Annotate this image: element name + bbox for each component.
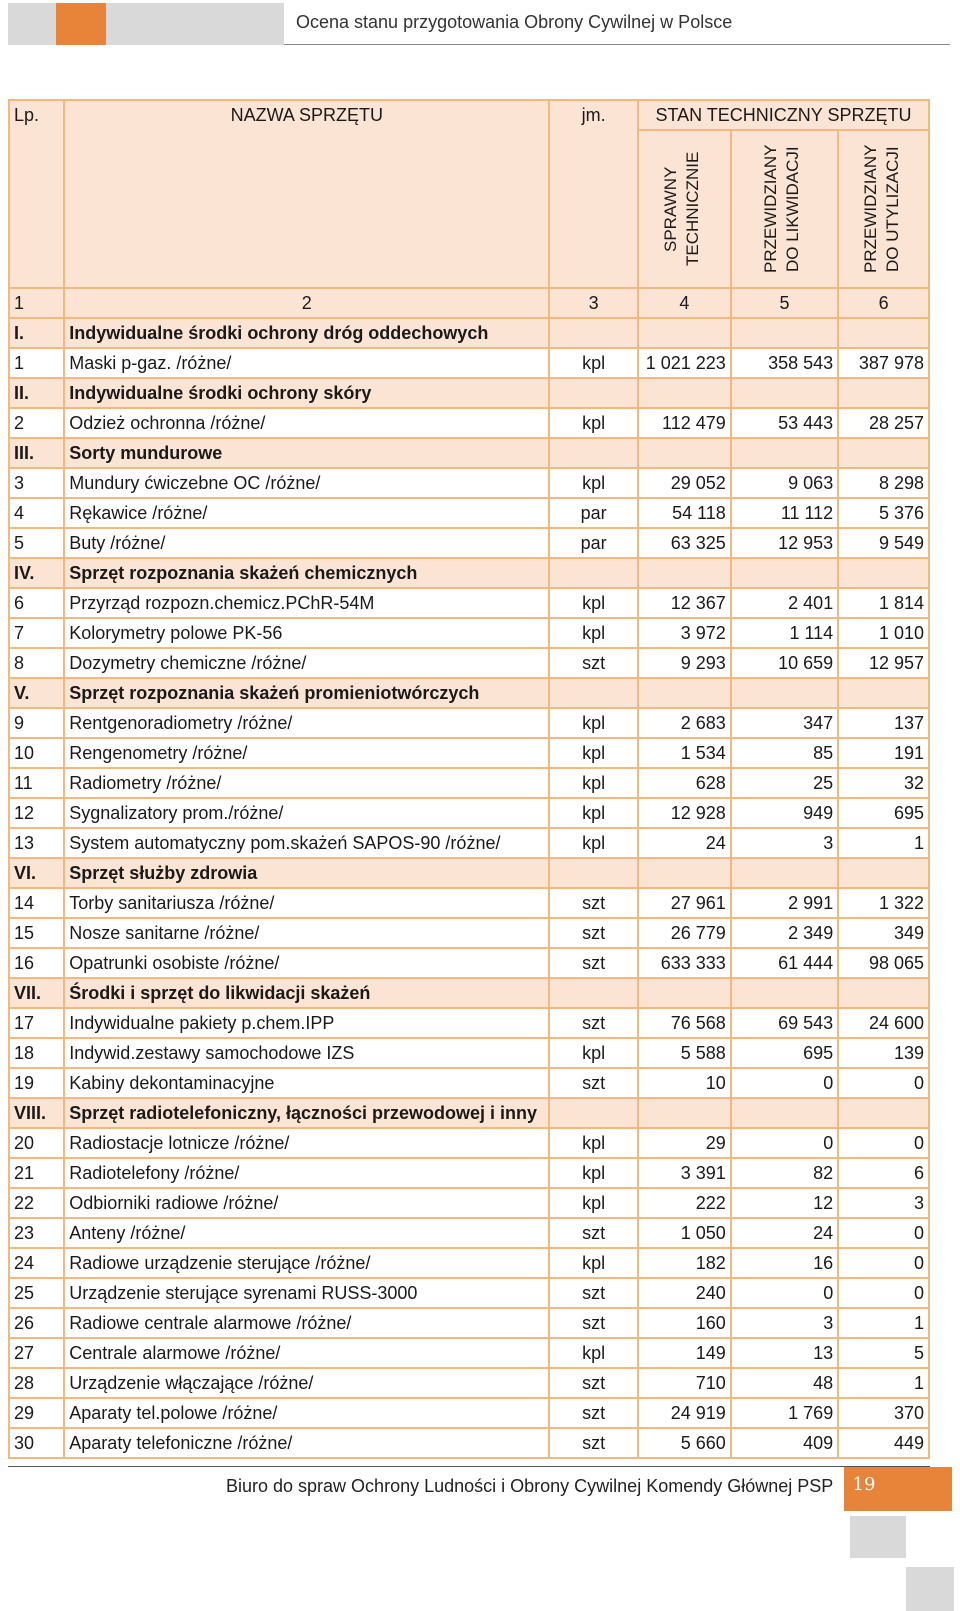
header-sub-liquidation: [731, 130, 838, 288]
row-liquidation: 695: [731, 1038, 838, 1068]
row-unit: kpl: [549, 618, 638, 648]
row-utilization: 0: [838, 1128, 929, 1158]
header-decor-orange: [56, 3, 106, 45]
footer-decor-grey: [850, 1516, 906, 1558]
row-liquidation: 48: [731, 1368, 838, 1398]
row-liquidation: 85: [731, 738, 838, 768]
row-utilization: 3: [838, 1188, 929, 1218]
table-row: [9, 1368, 929, 1398]
row-operational: 5 660: [638, 1428, 731, 1458]
row-unit: kpl: [549, 768, 638, 798]
row-name: Przyrząd rozpozn.chemicz.PChR-54M: [64, 588, 549, 618]
row-unit: kpl: [549, 1188, 638, 1218]
header-sub-utilization-label: PRZEWIDZIANY DO UTYLIZACJI: [860, 144, 902, 274]
section-number: III.: [9, 438, 64, 468]
row-liquidation: 0: [731, 1128, 838, 1158]
row-liquidation: 12: [731, 1188, 838, 1218]
row-operational: 54 118: [638, 498, 731, 528]
row-name: Sygnalizatory prom./różne/: [64, 798, 549, 828]
section-number: VII.: [9, 978, 64, 1008]
empty-cell: [638, 378, 731, 408]
table-row: [9, 1308, 929, 1338]
row-utilization: 349: [838, 918, 929, 948]
row-utilization: 32: [838, 768, 929, 798]
table-header-row: [9, 100, 929, 130]
row-name: Radiotelefony /różne/: [64, 1158, 549, 1188]
row-operational: 9 293: [638, 648, 731, 678]
empty-cell: [549, 318, 638, 348]
column-number-row: [9, 288, 929, 318]
header-name: NAZWA SPRZĘTU: [64, 100, 549, 288]
row-utilization: 1 322: [838, 888, 929, 918]
table-row: [9, 1128, 929, 1158]
empty-cell: [731, 378, 838, 408]
table-row: [9, 1248, 929, 1278]
row-name: Kabiny dekontaminacyjne: [64, 1068, 549, 1098]
empty-cell: [731, 558, 838, 588]
row-utilization: 5 376: [838, 498, 929, 528]
table-row: [9, 768, 929, 798]
row-utilization: 0: [838, 1218, 929, 1248]
row-unit: szt: [549, 648, 638, 678]
row-operational: 222: [638, 1188, 731, 1218]
row-lp: 10: [9, 738, 64, 768]
row-lp: 11: [9, 768, 64, 798]
row-utilization: 449: [838, 1428, 929, 1458]
row-lp: 3: [9, 468, 64, 498]
row-unit: kpl: [549, 1248, 638, 1278]
row-unit: kpl: [549, 1338, 638, 1368]
row-operational: 26 779: [638, 918, 731, 948]
row-operational: 29: [638, 1128, 731, 1158]
row-operational: 29 052: [638, 468, 731, 498]
col-num: 6: [838, 288, 929, 318]
row-lp: 14: [9, 888, 64, 918]
table-row: [9, 1338, 929, 1368]
row-liquidation: 0: [731, 1068, 838, 1098]
row-unit: szt: [549, 1368, 638, 1398]
empty-cell: [838, 378, 929, 408]
row-lp: 23: [9, 1218, 64, 1248]
col-num: 4: [638, 288, 731, 318]
row-lp: 16: [9, 948, 64, 978]
empty-cell: [549, 678, 638, 708]
row-name: Anteny /różne/: [64, 1218, 549, 1248]
row-name: Urządzenie włączające /różne/: [64, 1368, 549, 1398]
row-lp: 19: [9, 1068, 64, 1098]
row-operational: 12 928: [638, 798, 731, 828]
row-liquidation: 1 114: [731, 618, 838, 648]
row-liquidation: 12 953: [731, 528, 838, 558]
section-row: [9, 1098, 929, 1128]
row-utilization: 1 814: [838, 588, 929, 618]
row-operational: 76 568: [638, 1008, 731, 1038]
row-unit: kpl: [549, 348, 638, 378]
section-title: Środki i sprzęt do likwidacji skażeń: [64, 978, 549, 1008]
table-row: [9, 1398, 929, 1428]
row-operational: 1 050: [638, 1218, 731, 1248]
row-operational: 3 972: [638, 618, 731, 648]
row-utilization: 695: [838, 798, 929, 828]
row-lp: 5: [9, 528, 64, 558]
table-row: [9, 1158, 929, 1188]
empty-cell: [731, 438, 838, 468]
table-row: [9, 708, 929, 738]
footer-text: Biuro do spraw Ochrony Ludności i Obrony Cywilnej Komendy Głównej PSP: [226, 1476, 834, 1496]
row-utilization: 370: [838, 1398, 929, 1428]
row-lp: 2: [9, 408, 64, 438]
empty-cell: [838, 318, 929, 348]
header-sub-liquidation-label: PRZEWIDZIANY DO LIKWIDACJI: [761, 144, 803, 274]
row-unit: szt: [549, 888, 638, 918]
row-lp: 17: [9, 1008, 64, 1038]
row-unit: szt: [549, 1218, 638, 1248]
row-utilization: 9 549: [838, 528, 929, 558]
row-unit: szt: [549, 1008, 638, 1038]
table-row: [9, 1188, 929, 1218]
row-name: System automatyczny pom.skażeń SAPOS-90 /różne/: [64, 828, 549, 858]
row-unit: kpl: [549, 1038, 638, 1068]
row-operational: 24 919: [638, 1398, 731, 1428]
row-operational: 633 333: [638, 948, 731, 978]
row-utilization: 1: [838, 1368, 929, 1398]
row-unit: szt: [549, 918, 638, 948]
row-lp: 8: [9, 648, 64, 678]
header-unit: jm.: [549, 100, 638, 288]
row-unit: szt: [549, 1428, 638, 1458]
table-row: [9, 828, 929, 858]
row-name: Dozymetry chemiczne /różne/: [64, 648, 549, 678]
empty-cell: [731, 1098, 838, 1128]
row-liquidation: 2 349: [731, 918, 838, 948]
section-row: [9, 858, 929, 888]
row-operational: 3 391: [638, 1158, 731, 1188]
empty-cell: [549, 378, 638, 408]
row-lp: 13: [9, 828, 64, 858]
row-liquidation: 9 063: [731, 468, 838, 498]
row-liquidation: 82: [731, 1158, 838, 1188]
table-row: [9, 918, 929, 948]
header-sub-operational-label: SPRAWNY TECHNICZNIE: [661, 151, 703, 267]
row-utilization: 98 065: [838, 948, 929, 978]
table-row: [9, 1008, 929, 1038]
row-lp: 12: [9, 798, 64, 828]
col-num: 5: [731, 288, 838, 318]
table-row: [9, 738, 929, 768]
row-liquidation: 69 543: [731, 1008, 838, 1038]
table-row: [9, 1218, 929, 1248]
table-row: [9, 1278, 929, 1308]
row-operational: 112 479: [638, 408, 731, 438]
row-utilization: 1 010: [838, 618, 929, 648]
empty-cell: [638, 978, 731, 1008]
table-row: [9, 648, 929, 678]
empty-cell: [731, 858, 838, 888]
row-name: Radiometry /różne/: [64, 768, 549, 798]
page-header-title: Ocena stanu przygotowania Obrony Cywilnej w Polsce: [296, 12, 733, 32]
section-row: [9, 678, 929, 708]
row-operational: 24: [638, 828, 731, 858]
row-name: Aparaty tel.polowe /różne/: [64, 1398, 549, 1428]
empty-cell: [838, 558, 929, 588]
row-liquidation: 3: [731, 1308, 838, 1338]
row-liquidation: 61 444: [731, 948, 838, 978]
row-unit: kpl: [549, 708, 638, 738]
page-number: 19: [852, 1474, 876, 1495]
header-sub-operational: [638, 130, 731, 288]
table-row: [9, 948, 929, 978]
row-name: Mundury ćwiczebne OC /różne/: [64, 468, 549, 498]
row-operational: 5 588: [638, 1038, 731, 1068]
row-operational: 27 961: [638, 888, 731, 918]
empty-cell: [638, 318, 731, 348]
row-liquidation: 2 991: [731, 888, 838, 918]
row-unit: par: [549, 528, 638, 558]
table-row: [9, 348, 929, 378]
empty-cell: [838, 678, 929, 708]
section-title: Sprzęt rozpoznania skażeń promieniotwórczych: [64, 678, 549, 708]
row-operational: 240: [638, 1278, 731, 1308]
row-unit: par: [549, 498, 638, 528]
row-operational: 1 534: [638, 738, 731, 768]
row-lp: 4: [9, 498, 64, 528]
row-unit: kpl: [549, 1158, 638, 1188]
section-title: Indywidualne środki ochrony dróg oddechowych: [64, 318, 549, 348]
row-operational: 160: [638, 1308, 731, 1338]
row-liquidation: 358 543: [731, 348, 838, 378]
row-unit: szt: [549, 1068, 638, 1098]
row-utilization: 0: [838, 1278, 929, 1308]
row-liquidation: 3: [731, 828, 838, 858]
section-row: [9, 378, 929, 408]
row-name: Maski p-gaz. /różne/: [64, 348, 549, 378]
row-utilization: 0: [838, 1248, 929, 1278]
row-operational: 63 325: [638, 528, 731, 558]
section-title: Sprzęt radiotelefoniczny, łączności przewodowej i inny: [64, 1098, 549, 1128]
row-unit: kpl: [549, 828, 638, 858]
table-row: [9, 888, 929, 918]
row-lp: 26: [9, 1308, 64, 1338]
row-utilization: 137: [838, 708, 929, 738]
equipment-table: [8, 99, 930, 1459]
footer-rule: [8, 1466, 930, 1467]
row-name: Rengenometry /różne/: [64, 738, 549, 768]
row-name: Radiowe urządzenie sterujące /różne/: [64, 1248, 549, 1278]
row-unit: szt: [549, 1278, 638, 1308]
row-name: Urządzenie sterujące syrenami RUSS-3000: [64, 1278, 549, 1308]
row-liquidation: 949: [731, 798, 838, 828]
row-unit: szt: [549, 1308, 638, 1338]
row-utilization: 8 298: [838, 468, 929, 498]
row-unit: kpl: [549, 588, 638, 618]
row-lp: 22: [9, 1188, 64, 1218]
row-name: Rentgenoradiometry /różne/: [64, 708, 549, 738]
row-name: Radiowe centrale alarmowe /różne/: [64, 1308, 549, 1338]
row-name: Odzież ochronna /różne/: [64, 408, 549, 438]
row-name: Odbiorniki radiowe /różne/: [64, 1188, 549, 1218]
row-utilization: 1: [838, 828, 929, 858]
row-name: Nosze sanitarne /różne/: [64, 918, 549, 948]
section-number: VIII.: [9, 1098, 64, 1128]
row-lp: 18: [9, 1038, 64, 1068]
row-operational: 1 021 223: [638, 348, 731, 378]
empty-cell: [549, 558, 638, 588]
row-liquidation: 347: [731, 708, 838, 738]
section-row: [9, 318, 929, 348]
row-unit: kpl: [549, 1128, 638, 1158]
section-title: Sprzęt rozpoznania skażeń chemicznych: [64, 558, 549, 588]
row-name: Buty /różne/: [64, 528, 549, 558]
table-row: [9, 1038, 929, 1068]
row-utilization: 6: [838, 1158, 929, 1188]
table-row: [9, 408, 929, 438]
row-unit: kpl: [549, 468, 638, 498]
table-row: [9, 618, 929, 648]
empty-cell: [731, 318, 838, 348]
empty-cell: [638, 438, 731, 468]
col-num: 1: [9, 288, 64, 318]
header-state: STAN TECHNICZNY SPRZĘTU: [638, 100, 929, 130]
row-utilization: 28 257: [838, 408, 929, 438]
row-liquidation: 0: [731, 1278, 838, 1308]
section-title: Sorty mundurowe: [64, 438, 549, 468]
row-lp: 21: [9, 1158, 64, 1188]
row-lp: 20: [9, 1128, 64, 1158]
col-num: 3: [549, 288, 638, 318]
header-lp: Lp.: [9, 100, 64, 288]
row-unit: szt: [549, 948, 638, 978]
section-title: Sprzęt służby zdrowia: [64, 858, 549, 888]
row-lp: 24: [9, 1248, 64, 1278]
row-lp: 15: [9, 918, 64, 948]
header-sub-utilization: [838, 130, 929, 288]
table-row: [9, 528, 929, 558]
row-lp: 9: [9, 708, 64, 738]
row-liquidation: 25: [731, 768, 838, 798]
table-row: [9, 1428, 929, 1458]
row-name: Aparaty telefoniczne /różne/: [64, 1428, 549, 1458]
row-utilization: 12 957: [838, 648, 929, 678]
empty-cell: [838, 438, 929, 468]
empty-cell: [549, 858, 638, 888]
empty-cell: [638, 1098, 731, 1128]
empty-cell: [638, 678, 731, 708]
row-lp: 29: [9, 1398, 64, 1428]
header-decor-grey-bar: [106, 3, 284, 45]
table-row: [9, 498, 929, 528]
row-liquidation: 11 112: [731, 498, 838, 528]
row-utilization: 24 600: [838, 1008, 929, 1038]
section-number: I.: [9, 318, 64, 348]
row-operational: 628: [638, 768, 731, 798]
empty-cell: [549, 978, 638, 1008]
row-name: Centrale alarmowe /różne/: [64, 1338, 549, 1368]
section-number: II.: [9, 378, 64, 408]
row-lp: 27: [9, 1338, 64, 1368]
row-operational: 149: [638, 1338, 731, 1368]
row-lp: 25: [9, 1278, 64, 1308]
row-operational: 182: [638, 1248, 731, 1278]
section-title: Indywidualne środki ochrony skóry: [64, 378, 549, 408]
row-name: Indywidualne pakiety p.chem.IPP: [64, 1008, 549, 1038]
row-unit: kpl: [549, 798, 638, 828]
row-name: Radiostacje lotnicze /różne/: [64, 1128, 549, 1158]
row-utilization: 191: [838, 738, 929, 768]
row-liquidation: 16: [731, 1248, 838, 1278]
empty-cell: [838, 858, 929, 888]
row-utilization: 139: [838, 1038, 929, 1068]
row-operational: 710: [638, 1368, 731, 1398]
row-utilization: 5: [838, 1338, 929, 1368]
row-utilization: 0: [838, 1068, 929, 1098]
empty-cell: [838, 1098, 929, 1128]
table-row: [9, 798, 929, 828]
section-row: [9, 978, 929, 1008]
section-number: VI.: [9, 858, 64, 888]
empty-cell: [731, 678, 838, 708]
row-lp: 28: [9, 1368, 64, 1398]
section-number: V.: [9, 678, 64, 708]
section-row: [9, 438, 929, 468]
row-lp: 1: [9, 348, 64, 378]
row-liquidation: 13: [731, 1338, 838, 1368]
section-row: [9, 558, 929, 588]
row-name: Kolorymetry polowe PK-56: [64, 618, 549, 648]
row-liquidation: 24: [731, 1218, 838, 1248]
row-name: Rękawice /różne/: [64, 498, 549, 528]
row-lp: 30: [9, 1428, 64, 1458]
row-unit: szt: [549, 1398, 638, 1428]
empty-cell: [549, 438, 638, 468]
empty-cell: [638, 558, 731, 588]
header-rule: [284, 44, 950, 45]
row-liquidation: 53 443: [731, 408, 838, 438]
table-row: [9, 1068, 929, 1098]
row-name: Indywid.zestawy samochodowe IZS: [64, 1038, 549, 1068]
row-utilization: 1: [838, 1308, 929, 1338]
row-unit: kpl: [549, 408, 638, 438]
row-name: Torby sanitariusza /różne/: [64, 888, 549, 918]
row-liquidation: 10 659: [731, 648, 838, 678]
empty-cell: [838, 978, 929, 1008]
empty-cell: [549, 1098, 638, 1128]
empty-cell: [731, 978, 838, 1008]
row-unit: kpl: [549, 738, 638, 768]
row-utilization: 387 978: [838, 348, 929, 378]
table-row: [9, 588, 929, 618]
row-operational: 12 367: [638, 588, 731, 618]
row-liquidation: 2 401: [731, 588, 838, 618]
empty-cell: [638, 858, 731, 888]
row-lp: 6: [9, 588, 64, 618]
header-decor-grey: [8, 3, 56, 45]
row-operational: 10: [638, 1068, 731, 1098]
row-name: Opatrunki osobiste /różne/: [64, 948, 549, 978]
col-num: 2: [64, 288, 549, 318]
section-number: IV.: [9, 558, 64, 588]
table-row: [9, 468, 929, 498]
row-liquidation: 1 769: [731, 1398, 838, 1428]
row-liquidation: 409: [731, 1428, 838, 1458]
row-operational: 2 683: [638, 708, 731, 738]
footer-decor-grey-corner: [906, 1567, 954, 1611]
row-lp: 7: [9, 618, 64, 648]
